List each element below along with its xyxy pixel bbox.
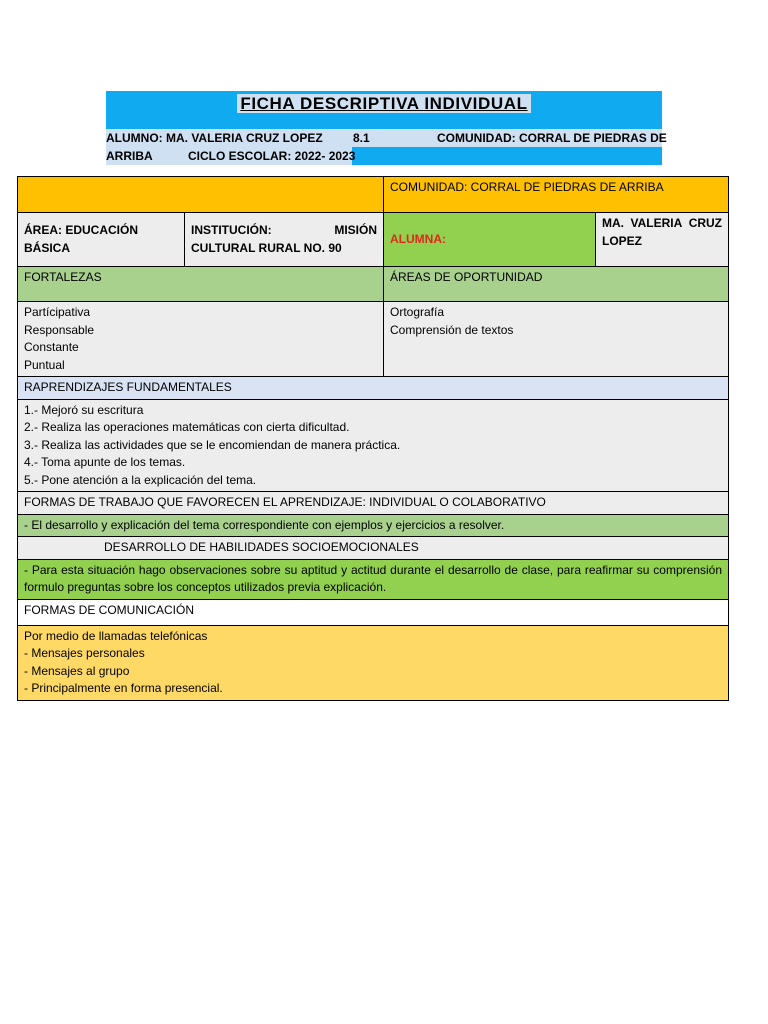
strengths-list: Partícipativa Responsable Constante Puntual [18,302,384,377]
school-cycle-label: CICLO ESCOLAR: 2022- 2023 [188,149,356,163]
opportunity-header: ÁREAS DE OPORTUNIDAD [384,267,729,302]
community-cell: COMUNIDAD: CORRAL DE PIEDRAS DE ARRIBA [384,177,729,213]
group-label: 8.1 [353,131,370,145]
work-forms-row [18,514,729,537]
socioemotional-header: DESARROLLO DE HABILIDADES SOCIOEMOCIONALES [18,537,729,560]
student-label-cell: ALUMNA: [384,213,596,267]
header-banner [106,91,667,165]
communication-header: FORMAS DE COMUNICACIÓN [18,599,729,625]
opportunity-list: Ortografía Comprensión de textos [384,302,729,377]
learning-list: 1.- Mejoró su escritura 2.- Realiza las operaciones matemáticas con cierta dificultad. 3.- Realiza las actividades que se le encomiendan de manera práctica. 4.- Toma apunte de los temas. 5.- Pone atención a la explicación del tema. [18,399,729,492]
community-row [18,177,729,213]
learning-header-row [18,377,729,400]
header-row-2 [106,147,356,165]
document-title: FICHA DESCRIPTIVA INDIVIDUAL [106,94,662,114]
socioemotional-text: - Para esta situación hago observaciones sobre su aptitud y actitud durante el desarrollo de clase, para reafirmar su comprensión formulo preguntas sobre los conceptos utilizados previa explicación. [18,559,729,599]
learning-header: RAPRENDIZAJES FUNDAMENTALES [18,377,729,400]
communication-row [18,625,729,700]
socioemotional-header-row [18,537,729,560]
work-forms-header-row [18,492,729,515]
strengths-row [18,302,729,377]
strengths-header: FORTALEZAS [18,267,384,302]
area-cell: ÁREA: EDUCACIÓN BÁSICA [18,213,185,267]
socioemotional-row [18,559,729,599]
student-label: ALUMNO: MA. VALERIA CRUZ LOPEZ [106,131,323,145]
communication-header-row [18,599,729,625]
learning-row [18,399,729,492]
descriptive-table [17,176,729,701]
work-forms-text: - El desarrollo y explicación del tema correspondiente con ejemplos y ejercicios a resolver. [18,514,729,537]
communication-list: Por medio de llamadas telefónicas - Mensajes personales - Mensajes al grupo - Principalmente en forma presencial. [18,625,729,700]
header-row-1 [106,129,667,147]
work-forms-header: FORMAS DE TRABAJO QUE FAVORECEN EL APRENDIZAJE: INDIVIDUAL O COLABORATIVO [18,492,729,515]
student-name-cell: MA. VALERIA CRUZ LOPEZ [596,213,729,267]
strengths-header-row [18,267,729,302]
institution-cell: INSTITUCIÓN: MISIÓN CULTURAL RURAL NO. 90 [185,213,384,267]
community-label-line1: COMUNIDAD: CORRAL DE PIEDRAS DE [437,131,667,145]
info-row [18,213,729,267]
community-label-line2: ARRIBA [106,149,153,163]
